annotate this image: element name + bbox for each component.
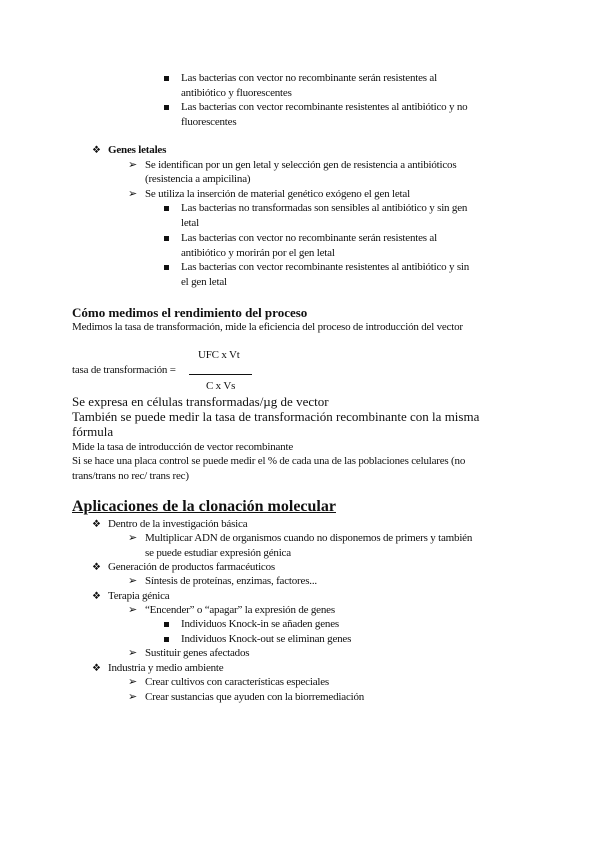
text-line: También se puede medir la tasa de transformación recombinante con la misma [72, 409, 480, 424]
section-subheading: Genes letales [108, 144, 167, 156]
list-item: Industria y medio ambiente [108, 662, 224, 674]
arrow-bullet-icon: ➢ [128, 676, 138, 688]
text-line: Síntesis de proteínas, enzimas, factores... [145, 575, 317, 587]
text-line: Se identifican por un gen letal y selección gen de resistencia a antibióticos [145, 159, 457, 171]
bullet-square-icon [164, 105, 169, 110]
text-line: Las bacterias con vector recombinante resistentes al antibiótico y sin [181, 261, 470, 273]
arrow-bullet-icon: ➢ [128, 604, 138, 616]
bullet-square-icon [164, 265, 169, 270]
text-line: Se expresa en células transformadas/µg de vector [72, 394, 329, 409]
text-line: Medimos la tasa de transformación, mide la eficiencia del proceso de introducción del vector [72, 321, 463, 333]
text-line: trans/trans no rec/ trans rec) [72, 470, 189, 482]
text-line: fluorescentes [181, 116, 237, 128]
arrow-bullet-icon: ➢ [128, 159, 138, 171]
bullet-square-icon [164, 236, 169, 241]
bullet-square-icon [164, 637, 169, 642]
text-line: Las bacterias no transformadas son sensibles al antibiótico y sin gen [181, 202, 468, 214]
text-line: Multiplicar ADN de organismos cuando no disponemos de primers y también [145, 532, 473, 544]
text-line: antibiótico y fluorescentes [181, 87, 292, 99]
text-line: se puede estudiar expresión génica [145, 547, 291, 559]
arrow-bullet-icon: ➢ [128, 532, 138, 544]
text-line: letal [181, 217, 199, 229]
text-line: Las bacterias con vector no recombinante serán resistentes al [181, 72, 437, 84]
text-line: “Encender” o “apagar” la expresión de genes [145, 604, 335, 616]
list-item: Terapia génica [108, 590, 170, 602]
formula-numerator: UFC x Vt [198, 349, 240, 361]
list-item: Generación de productos farmacéuticos [108, 561, 275, 573]
arrow-bullet-icon: ➢ [128, 647, 138, 659]
formula-label: tasa de transformación = [72, 364, 176, 376]
text-line: Se utiliza la inserción de material genético exógeno el gen letal [145, 188, 410, 200]
text-line: el gen letal [181, 276, 227, 288]
text-line: Las bacterias con vector recombinante resistentes al antibiótico y no [181, 101, 468, 113]
fraction-bar [189, 374, 252, 375]
bullet-square-icon [164, 206, 169, 211]
text-line: Crear cultivos con características especiales [145, 676, 330, 688]
text-line: antibiótico y morirán por el gen letal [181, 247, 335, 259]
diamond-bullet-icon: ❖ [92, 591, 101, 602]
diamond-bullet-icon: ❖ [92, 519, 101, 530]
section-heading: Aplicaciones de la clonación molecular [72, 498, 336, 515]
text-line: Las bacterias con vector no recombinante serán resistentes al [181, 232, 437, 244]
formula-denominator: C x Vs [206, 380, 236, 392]
text-line: Sustituir genes afectados [145, 647, 250, 659]
bullet-square-icon [164, 622, 169, 627]
list-item: Dentro de la investigación básica [108, 518, 248, 530]
text-line: fórmula [72, 424, 114, 439]
arrow-bullet-icon: ➢ [128, 691, 138, 703]
diamond-bullet-icon: ❖ [92, 663, 101, 674]
text-line: (resistencia a ampicilina) [145, 173, 251, 185]
diamond-bullet-icon: ❖ [92, 145, 101, 156]
section-heading: Cómo medimos el rendimiento del proceso [72, 305, 308, 320]
diamond-bullet-icon: ❖ [92, 562, 101, 573]
arrow-bullet-icon: ➢ [128, 188, 138, 200]
arrow-bullet-icon: ➢ [128, 575, 138, 587]
text-line: Crear sustancias que ayuden con la biorremediación [145, 691, 365, 703]
bullet-square-icon [164, 76, 169, 81]
text-line: Si se hace una placa control se puede medir el % de cada una de las poblaciones celulares (no [72, 455, 466, 467]
text-line: Mide la tasa de introducción de vector recombinante [72, 441, 294, 453]
text-line: Individuos Knock-out se eliminan genes [181, 633, 352, 645]
text-line: Individuos Knock-in se añaden genes [181, 618, 339, 630]
